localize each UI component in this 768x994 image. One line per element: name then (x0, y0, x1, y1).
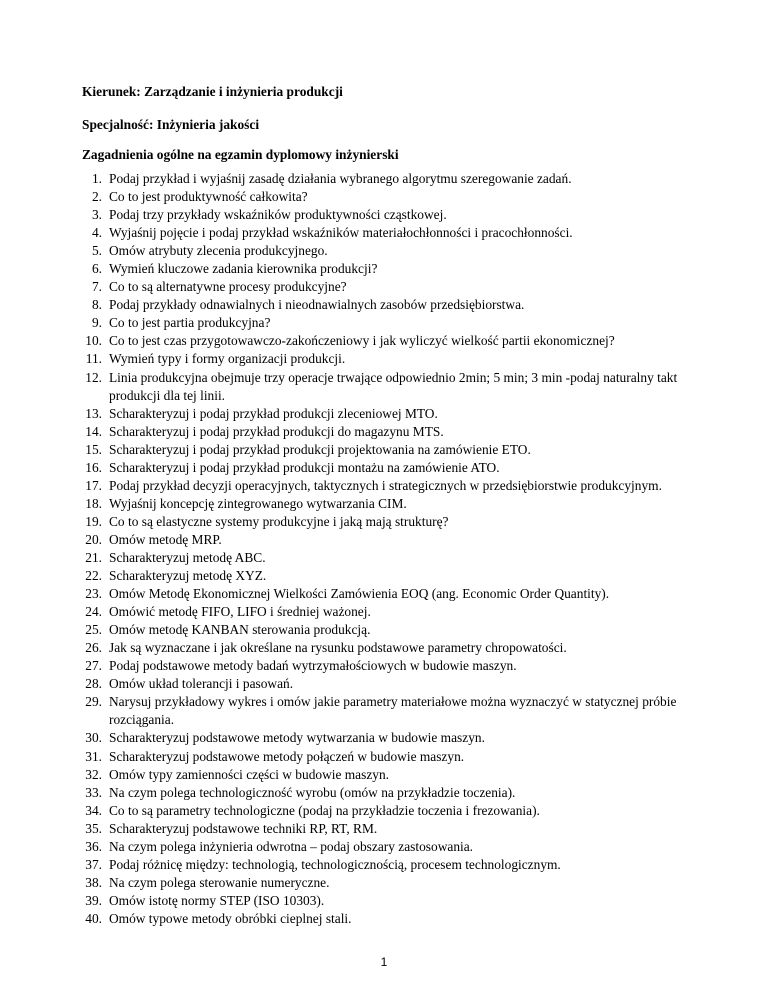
question-item (82, 278, 722, 296)
question-item (82, 314, 722, 332)
question-text: Linia produkcyjna obejmuje trzy operacje trwające odpowiednio 2min; 5 min; 3 min -podaj naturalny takt produkcji dla tej linii. (109, 369, 678, 403)
question-number: 28. (85, 676, 102, 692)
question-number: 27. (85, 658, 102, 674)
question-item (82, 838, 722, 856)
question-number: 20. (85, 531, 102, 547)
question-number: 6. (91, 261, 102, 277)
question-item (82, 693, 722, 729)
question-number: 13. (85, 405, 102, 421)
question-item (82, 892, 722, 910)
question-number: 32. (85, 766, 102, 782)
question-text: Wyjaśnij koncepcję zintegrowanego wytwarzania CIM. (109, 495, 407, 511)
question-text: Narysuj przykładowy wykres i omów jakie parametry materiałowe można wyznaczyć w statycznej próbie rozciągania. (109, 694, 677, 728)
question-item (82, 657, 722, 675)
question-item (82, 296, 722, 314)
question-text: Podaj różnicę między: technologią, technologicznością, procesem technologicznym. (109, 856, 561, 872)
question-item (82, 423, 722, 441)
question-text: Omów Metodę Ekonomicznej Wielkości Zamówienia EOQ (ang. Economic Order Quantity). (109, 586, 610, 602)
question-number: 24. (85, 604, 102, 620)
question-number: 33. (85, 784, 102, 800)
question-item (82, 459, 722, 477)
question-item (82, 495, 722, 513)
specialization-heading: Specjalność: Inżynieria jakości (82, 117, 260, 132)
question-text: Podaj podstawowe metody badań wytrzymałościowych w budowie maszyn. (109, 658, 517, 674)
question-text: Omów metodę MRP. (109, 531, 222, 547)
question-text: Co to są alternatywne procesy produkcyjne? (109, 279, 347, 295)
question-text: Jak są wyznaczane i jak określane na rysunku podstawowe parametry chropowatości. (109, 640, 567, 656)
question-item (82, 820, 722, 838)
page-number: 1 (380, 955, 388, 969)
question-number: 18. (85, 495, 102, 511)
question-number: 34. (85, 802, 102, 818)
question-text: Scharakteryzuj metodę ABC. (109, 549, 266, 565)
question-number: 2. (91, 189, 102, 205)
question-text: Wymień kluczowe zadania kierownika produkcji? (109, 261, 378, 277)
question-item (82, 729, 722, 747)
question-number: 16. (85, 459, 102, 475)
question-text: Omów typowe metody obróbki cieplnej stali. (109, 910, 352, 926)
question-text: Scharakteryzuj i podaj przykład produkcji do magazynu MTS. (109, 423, 444, 439)
question-number: 36. (85, 838, 102, 854)
question-item (82, 567, 722, 585)
question-item (82, 405, 722, 423)
question-item (82, 332, 722, 350)
question-number: 39. (85, 892, 102, 908)
question-item (82, 621, 722, 639)
question-item (82, 242, 722, 260)
question-text: Na czym polega technologiczność wyrobu (omów na przykładzie toczenia). (109, 784, 516, 800)
question-item (82, 585, 722, 603)
question-number: 23. (85, 586, 102, 602)
question-text: Wymień typy i formy organizacji produkcji. (109, 351, 346, 367)
question-number: 38. (85, 874, 102, 890)
question-number: 19. (85, 513, 102, 529)
question-item (82, 639, 722, 657)
question-number: 11. (85, 351, 102, 367)
question-text: Podaj przykłady odnawialnych i nieodnawialnych zasobów przedsiębiorstwa. (109, 297, 525, 313)
question-number: 37. (85, 856, 102, 872)
question-item (82, 549, 722, 567)
question-item (82, 350, 722, 368)
question-item (82, 224, 722, 242)
question-item (82, 513, 722, 531)
question-text: Na czym polega sterowanie numeryczne. (109, 874, 330, 890)
question-item (82, 369, 722, 405)
question-item (82, 910, 722, 928)
question-item (82, 675, 722, 693)
question-text: Co to jest czas przygotowawczo-zakończeniowy i jak wyliczyć wielkość partii ekonomicznej? (109, 333, 615, 349)
exam-topics-title: Zagadnienia ogólne na egzamin dyplomowy inżynierski (82, 147, 399, 162)
question-text: Na czym polega inżynieria odwrotna – podaj obszary zastosowania. (109, 838, 474, 854)
question-number: 12. (85, 369, 102, 385)
question-number: 26. (85, 640, 102, 656)
question-item (82, 206, 722, 224)
question-number: 3. (91, 207, 102, 223)
question-number: 4. (91, 225, 102, 241)
question-number: 22. (85, 568, 102, 584)
question-text: Omów atrybuty zlecenia produkcyjnego. (109, 243, 328, 259)
question-number: 25. (85, 622, 102, 638)
question-number: 8. (91, 297, 102, 313)
question-item (82, 477, 722, 495)
question-number: 17. (85, 477, 102, 493)
question-number: 35. (85, 820, 102, 836)
question-text: Podaj przykład decyzji operacyjnych, taktycznych i strategicznych w przedsiębiorstwie produkcyjnym. (109, 477, 662, 493)
question-item (82, 188, 722, 206)
question-item (82, 874, 722, 892)
question-text: Omów typy zamienności części w budowie maszyn. (109, 766, 390, 782)
question-text: Omów metodę KANBAN sterowania produkcją. (109, 622, 371, 638)
question-text: Scharakteryzuj i podaj przykład produkcji zleceniowej MTO. (109, 405, 438, 421)
question-text: Scharakteryzuj podstawowe techniki RP, RT, RM. (109, 820, 378, 836)
question-text: Co to są parametry technologiczne (podaj na przykładzie toczenia i frezowania). (109, 802, 540, 818)
question-text: Scharakteryzuj i podaj przykład produkcji projektowania na zamówienie ETO. (109, 441, 531, 457)
question-number: 40. (85, 910, 102, 926)
question-number: 31. (85, 748, 102, 764)
question-item (82, 603, 722, 621)
question-text: Scharakteryzuj i podaj przykład produkcji montażu na zamówienie ATO. (109, 459, 500, 475)
question-number: 10. (85, 333, 102, 349)
question-item (82, 260, 722, 278)
question-item (82, 531, 722, 549)
question-number: 9. (91, 315, 102, 331)
question-number: 29. (85, 694, 102, 710)
question-item (82, 856, 722, 874)
question-text: Scharakteryzuj metodę XYZ. (109, 568, 267, 584)
question-number: 1. (91, 171, 102, 186)
question-text: Podaj trzy przykłady wskaźników produktywności cząstkowej. (109, 207, 447, 223)
question-text: Omów istotę normy STEP (ISO 10303). (109, 892, 325, 908)
question-text: Co to są elastyczne systemy produkcyjne i jaką mają strukturę? (109, 513, 449, 529)
question-item (82, 748, 722, 766)
question-number: 15. (85, 441, 102, 457)
question-item (82, 784, 722, 802)
question-number: 14. (85, 423, 102, 439)
question-number: 30. (85, 730, 102, 746)
question-text: Co to jest partia produkcyjna? (109, 315, 271, 331)
question-text: Wyjaśnij pojęcie i podaj przykład wskaźników materiałochłonności i pracochłonności. (109, 225, 573, 241)
question-text: Omów układ tolerancji i pasowań. (109, 676, 294, 692)
question-item (82, 170, 722, 188)
field-of-study-heading: Kierunek: Zarządzanie i inżynieria produkcji (82, 84, 343, 99)
question-number: 7. (91, 279, 102, 295)
question-item (82, 766, 722, 784)
question-item (82, 802, 722, 820)
question-text: Podaj przykład i wyjaśnij zasadę działania wybranego algorytmu szeregowanie zadań. (109, 171, 572, 186)
question-list (82, 170, 722, 928)
question-text: Co to jest produktywność całkowita? (109, 189, 308, 205)
question-item (82, 441, 722, 459)
question-number: 21. (85, 549, 102, 565)
question-text: Omówić metodę FIFO, LIFO i średniej ważonej. (109, 604, 371, 620)
question-number: 5. (91, 243, 102, 259)
question-text: Scharakteryzuj podstawowe metody połączeń w budowie maszyn. (109, 748, 465, 764)
question-text: Scharakteryzuj podstawowe metody wytwarzania w budowie maszyn. (109, 730, 485, 746)
